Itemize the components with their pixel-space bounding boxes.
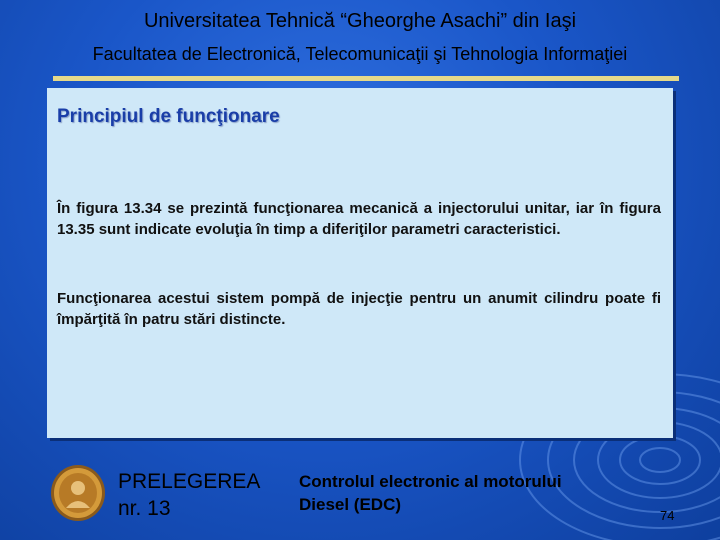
section-heading: Principiul de funcţionare	[57, 106, 280, 127]
university-title: Universitatea Tehnică “Gheorghe Asachi” din Iaşi	[143, 10, 577, 32]
lecture-number: nr. 13	[118, 497, 171, 520]
course-title-line1: Controlul electronic al motorului	[299, 472, 562, 491]
content-panel	[47, 88, 673, 438]
lecture-title: PRELEGEREA	[118, 470, 261, 493]
course-title	[299, 470, 629, 516]
paragraph-1: În figura 13.34 se prezintă funcţionarea mecanică a injectorului unitar, iar în figura 13.35 sunt indicate evoluţia în timp a diferiţilor parametri caracteristici.	[57, 200, 661, 238]
course-title-line2: Diesel (EDC)	[299, 495, 402, 514]
page-number: 74	[660, 508, 675, 523]
lecture-label	[118, 468, 260, 522]
header-divider	[53, 76, 679, 81]
university-seal-icon	[50, 464, 106, 522]
paragraph-2: Funcţionarea acestui sistem pompă de injecţie pentru un anumit cilindru poate fi împărţită în patru stări distincte.	[57, 290, 661, 328]
faculty-subtitle: Facultatea de Electronică, Telecomunicaţii şi Tehnologia Informaţiei	[92, 44, 628, 64]
